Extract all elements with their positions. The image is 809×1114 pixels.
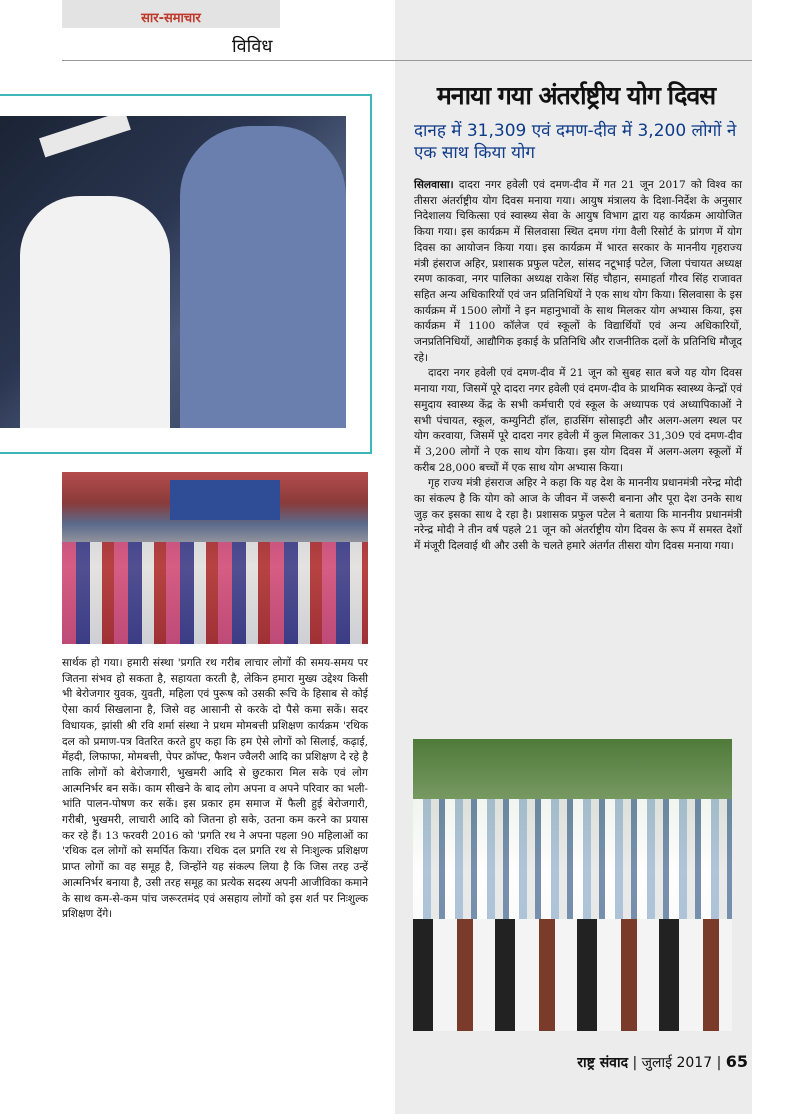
article-body	[414, 178, 742, 555]
photo-group-training	[62, 472, 368, 644]
header-rule	[62, 60, 752, 61]
left-article-body	[62, 656, 368, 923]
magazine-name: राष्ट्र संवाद	[577, 1055, 629, 1071]
photo3-front-row	[413, 919, 732, 1031]
category-label: सार-समाचार	[141, 11, 201, 26]
photo1-man-figure	[180, 126, 346, 428]
paragraph-3: गृह राज्य मंत्री हंसराज अहिर ने कहा कि यह देश के माननीय प्रधानमंत्री नरेन्द्र मोदी का संकल्प है कि योग को आज के जीवन में जरूरी बनाना और पूरा देश उनके साथ जुड़ कर इसका साथ दे रहा है। प्रशासक प्रफुल पटेल ने बताया कि माननीय प्रधानमंत्री नरेन्द्र मोदी ने तीन वर्ष पहले 21 जून को अंतर्राष्ट्रीय योग दिवस के रूप में समस्त देशों में मंजूरी दिलवाई थी और उसी के चलते हमारे अंतर्गत तीसरा योग दिवस मनाया गया।	[414, 477, 742, 553]
article-subtitle: दानह में 31,309 एवं दमण-दीव में 3,200 लोगों ने एक साथ किया योग	[414, 121, 737, 163]
page-number: 65	[725, 1052, 748, 1071]
photo-yoga-day	[413, 739, 732, 1031]
photo1-boy-figure	[20, 196, 170, 428]
section-title: विविध	[232, 36, 273, 57]
issue-date: जुलाई 2017	[641, 1055, 713, 1071]
article-title: मनाया गया अंतर्राष्ट्रीय योग दिवस	[436, 81, 716, 110]
photo-award-ceremony	[0, 116, 346, 428]
photo1-banner-shape	[39, 116, 131, 157]
paragraph-2: दादरा नगर हवेली एवं दमण-दीव में 21 जून को सुबह सात बजे यह योग दिवस मनाया गया, जिसमें पूरे दादरा नगर हवेली एवं दमण-दीव के प्राथमिक स्वास्थ्य केन्द्रों एवं समुदाय स्वास्थ्य केंद्र के सभी कर्मचारी एवं स्कूल के अध्यापक एवं अध्यापिकाओं ने सभी पंचायत, स्कूल, कम्युनिटी हॉल, हाउसिंग सोसाइटी और अलग-अलग स्थल पर योग करवाया, जिसमें पूरे दादरा नगर हवेली में कुल मिलाकर 31,309 एवं दमण-दीव में 3,200 लोगों ने एक साथ योग किया। इस योग दिवस में अलग-अलग स्कूलों में करीब 28,000 बच्चों में एक साथ योग अभ्यास किया।	[414, 367, 742, 474]
photo3-crowd-rows	[413, 799, 732, 939]
paragraph-1: सिलवासा। दादरा नगर हवेली एवं दमण-दीव में गत 21 जून 2017 को विश्व का तीसरा अंतर्राष्ट्रीय योग दिवस मनाया गया। आयुष मंत्रालय के दिशा-निर्देश के अनुसार निदेशालय चिकित्सा एवं स्वास्थ्य सेवा के आयुष विभाग द्वारा यह कार्यक्रम आयोजित किया गया। इस कार्यक्रम में सिलवासा स्थित दमण गंगा वैली रिसोर्ट के प्रांगण में योग दिवस का आयोजन किया गया। इस कार्यक्रम में भारत सरकार के माननीय गृहराज्य मंत्री हंसराज अहिर, प्रशासक प्रफुल पटेल, सांसद नटूभाई पटेल, जिला पंचायत अध्यक्ष रमण काकवा, नगर पालिका अध्यक्ष राकेश सिंह चौहान, समाहर्ता गौरव सिंह राजावत सहित अन्य अधिकारियों एवं जन प्रतिनिधियों ने एक साथ योग किया। सिलवासा के इस कार्यक्रम में 1500 लोगों ने इन महानुभावों के साथ मिलकर योग अभ्यास किया, इस कार्यक्रम में 1100 कॉलेज एवं स्कूलों के विद्यार्थियों एवं अन्य अधिकारियों, जनप्रतिनिधियों, आद्यौगिक इकाई के प्रतिनिधि और राजनीतिक दलों के प्रतिनिधि मौजूद रहे।	[414, 179, 742, 364]
dateline: सिलवासा।	[414, 179, 454, 191]
photo2-board	[170, 480, 280, 520]
photo2-crowd	[62, 542, 368, 644]
page-footer: राष्ट्र संवाद | जुलाई 2017 | 65	[577, 1052, 748, 1071]
left-paragraph: सार्थक हो गया। हमारी संस्था 'प्रगति रथ गरीब लाचार लोगों की समय-समय पर जितना संभव हो सकता है, सहायता करती है, लेकिन हमारा मुख्य उद्देश्य किसी भी बेरोजगार युवक, युवती, महिला एवं पुरूष को उसकी रूचि के हिसाब से कोई ऐसा कार्य सिखलाना है, जिसे वह आसानी से करके दो पैसे कमा सकें। सदर विधायक, झांसी श्री रवि शर्मा संस्था ने प्रथम मोमबत्ती प्रशिक्षण कार्यक्रम 'रथिक दल को प्रमाण-पत्र वितरित करते हुए कहा कि हम ऐसे लोगों को सिलाई, कढ़ाई, मेंहदी, लिफाफा, मोमबत्ती, पेपर क्रॉफ्ट, फैशन ज्वैलरी आदि का प्रशिक्षण दे रहे है ताकि लोगों को बेरोजगारी, भुखमरी आदि से छुटकारा मिल सके एवं लोग आत्मनिर्भर बन सकें। काम सीखने के बाद लोग अपना व अपने परिवार का भली-भांति पालन-पोषण कर सकें। इस प्रकार हम समाज में फैली हुई बेरोजगारी, गरीबी, भुखमरी, लाचारी आदि को जितना हो सके, उतना कम करने का प्रयास कर रहे हैं। 13 फरवरी 2016 को 'प्रगति रथ ने अपना पहला 90 महिलाओं का 'रथिक दल लोगों को समर्पित किया। रथिक दल प्रगति रथ से निःशुल्क प्रशिक्षण प्राप्त लोगों का वह समूह है, जिन्होंने यह संकल्प लिया है कि जिस तरह उन्हें आत्मनिर्भर बनाया है, उसी तरह समूह का प्रत्येक सदस्य अपनी आजीविका कमाने के साथ कम-से-कम पांच जरूरतमंद एवं असहाय लोगों को इस शर्त पर निःशुल्क प्रशिक्षण देंगे।	[62, 657, 369, 921]
